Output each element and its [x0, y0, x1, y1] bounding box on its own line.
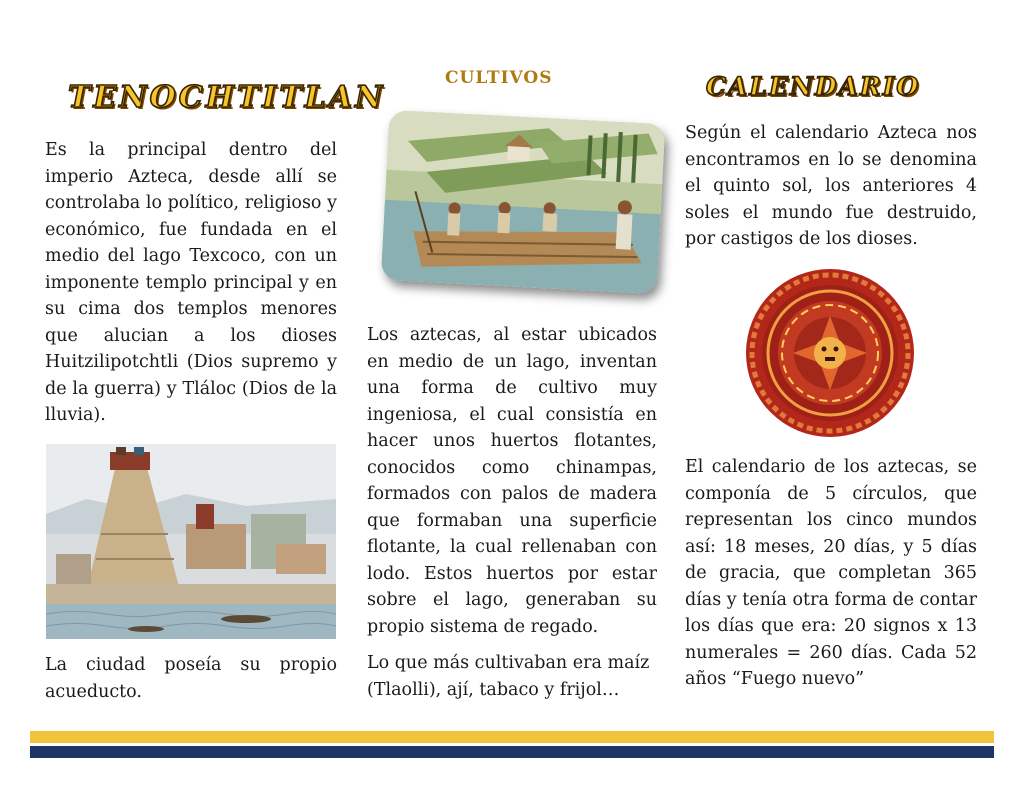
right-column — [685, 120, 977, 253]
tenochtitlan-city-illustration — [46, 444, 336, 639]
cultivos-description: Los aztecas, al estar ubicados en medio de un lago, inventan una forma de cultivo muy ingeniosa, el cual consistía en hacer unos huertos flotantes, conocidos como chinampas, formados con palos de madera que formaban una superficie flotante, la cual rellenaban con lodo. Estos huertos por estar sobre el lago, generaban su propio sistema de regado. — [367, 325, 657, 637]
crops-list: Lo que más cultivaban era maíz (Tlaolli), ají, tabaco y frijol… — [367, 653, 650, 700]
calendar-structure-description: El calendario de los aztecas, se componía de 5 círculos, que representan los cinco mundos así: 18 meses, 20 días, y 5 días de gracia, que completan 365 días y tenía otra forma de contar los días que era: 20 signos x 13 numerales = 260 días. Cada 52 años “Fuego nuevo” — [685, 457, 977, 689]
middle-column — [367, 322, 657, 703]
calendario-title: CALENDARIO — [706, 72, 921, 101]
footer-navy-bar — [30, 746, 994, 758]
cultivos-title: CULTIVOS — [445, 68, 553, 88]
footer-gold-bar — [30, 731, 994, 743]
aztec-calendar-stone — [745, 268, 915, 438]
tenochtitlan-description: Es la principal dentro del imperio Azteca, desde allí se controlaba lo político, religioso y económico, fue fundada en el medio del lago Texcoco, con un imponente templo principal y en su cima dos templos menores que alucian a los dioses Huitzilipotchtli (Dios supremo y de la guerra) y Tláloc (Dios de la lluvia). — [45, 140, 337, 425]
right-column-lower — [685, 454, 977, 693]
chinampas-illustration — [381, 110, 666, 294]
aqueduct-note: La ciudad poseía su propio acueducto. — [45, 655, 337, 702]
quinto-sol-description: Según el calendario Azteca nos encontramos en lo se denomina el quinto sol, los anteriores 4 soles el mundo fue destruido, por castigos de los dioses. — [685, 123, 977, 249]
left-column — [45, 137, 337, 429]
left-column-footer — [45, 652, 337, 705]
tenochtitlan-title: TENOCHTITLAN — [68, 80, 386, 115]
